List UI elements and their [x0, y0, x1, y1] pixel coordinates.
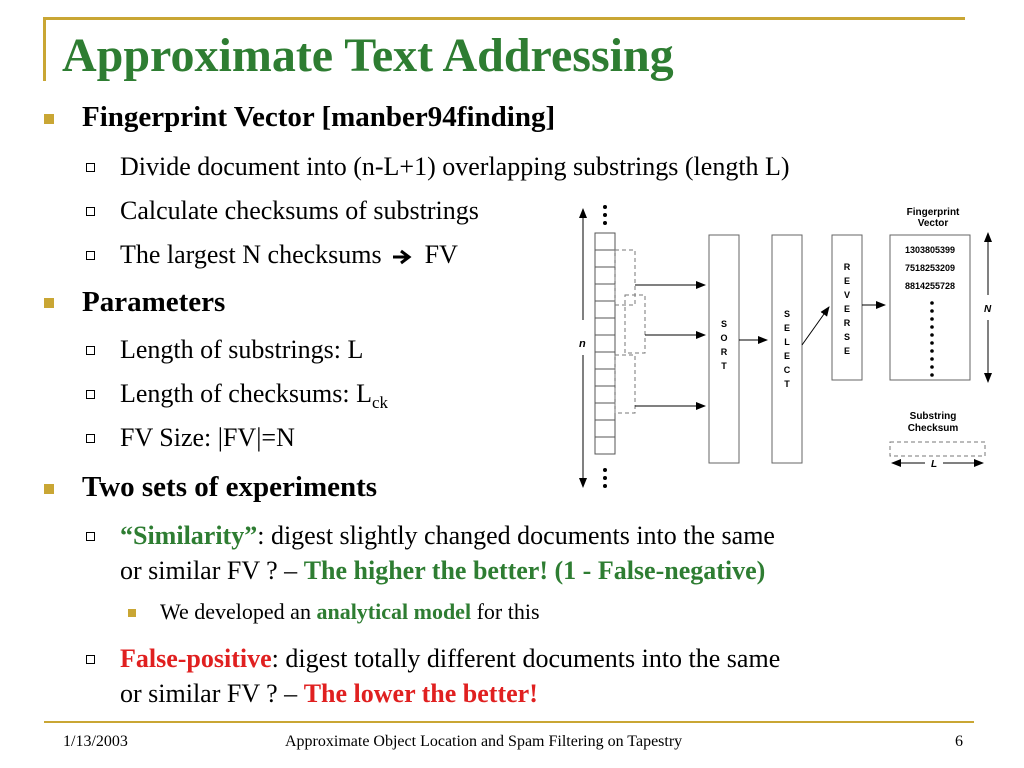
fv-title-line2: Vector [917, 218, 949, 229]
largest-checksums-text: The largest N checksums [120, 240, 382, 269]
substring-legend-box [890, 442, 985, 456]
select-to-reverse-arrow [802, 307, 829, 345]
title-accent-vertical [43, 17, 46, 81]
false-positive-emph: The lower the better! [303, 679, 538, 708]
false-positive-term: False-positive [120, 644, 272, 673]
item-divide-document: Divide document into (n-L+1) overlapping substrings (length L) [120, 152, 790, 181]
bullet-hollow [86, 532, 95, 541]
svg-text:S: S [843, 332, 851, 342]
right-arrow-icon [392, 249, 414, 265]
svg-text:E: E [843, 276, 851, 286]
svg-text:E: E [783, 323, 791, 333]
fingerprint-diagram [575, 195, 999, 495]
svg-text:1303805399: 1303805399 [904, 245, 956, 255]
substring-label-line2: Checksum [907, 423, 959, 434]
bullet-hollow [86, 207, 95, 216]
length-checksums-text: Length of checksums: L [120, 379, 372, 408]
svg-text:S: S [720, 319, 728, 329]
substring-label-line1: Substring [909, 411, 957, 422]
similarity-emph: The higher the better! (1 - False-negative) [303, 556, 766, 585]
svg-text:S: S [783, 309, 791, 319]
item-calculate-checksums: Calculate checksums of substrings [120, 196, 479, 225]
svg-text:T: T [784, 379, 790, 389]
item-similarity-line2 [120, 555, 765, 586]
n-label: n [579, 338, 586, 350]
bullet-hollow [86, 390, 95, 399]
overlap-windows [615, 250, 645, 413]
fv-values [905, 245, 955, 291]
item-length-checksums [120, 378, 388, 414]
title-accent-horizontal [43, 17, 965, 20]
item-fv-size: FV Size: |FV|=N [120, 423, 295, 452]
similarity-text2: or similar FV ? – [120, 556, 304, 585]
analytical-emph: analytical model [316, 599, 472, 624]
svg-text:R: R [843, 318, 851, 328]
svg-text:E: E [783, 351, 791, 361]
select-box [772, 235, 802, 463]
N-label: N [984, 304, 992, 315]
item-false-positive-line2 [120, 678, 538, 709]
bullet-square [44, 298, 54, 308]
svg-text:T: T [721, 361, 727, 371]
heading-fingerprint-vector: Fingerprint Vector [manber94finding] [82, 101, 556, 133]
svg-text:8814255728: 8814255728 [904, 281, 956, 291]
L-label: L [930, 459, 938, 470]
item-similarity-line1 [120, 520, 775, 551]
svg-text:V: V [843, 290, 851, 300]
svg-text:C: C [783, 365, 791, 375]
false-positive-text2: or similar FV ? – [120, 679, 304, 708]
svg-text:O: O [720, 333, 728, 343]
item-false-positive-line1 [120, 643, 780, 674]
footer-rule [44, 721, 974, 723]
item-analytical-model [160, 599, 540, 625]
fv-text: FV [424, 240, 458, 269]
svg-text:E: E [843, 346, 851, 356]
bullet-hollow [86, 251, 95, 260]
svg-text:R: R [843, 262, 851, 272]
analytical-suffix: for this [471, 599, 540, 624]
substring-cells [595, 233, 615, 454]
bullet-hollow [86, 655, 95, 664]
svg-text:R: R [720, 347, 728, 357]
footer-page-number: 6 [955, 733, 963, 750]
item-length-substrings: Length of substrings: L [120, 335, 364, 364]
analytical-prefix: We developed an [160, 599, 317, 624]
heading-two-sets: Two sets of experiments [82, 471, 378, 503]
svg-text:L: L [784, 337, 790, 347]
item-largest-checksums [120, 239, 458, 270]
fv-title-line1: Fingerprint [906, 207, 960, 218]
bullet-hollow [86, 434, 95, 443]
bullet-square-small [128, 609, 136, 617]
ellipsis-bottom [603, 468, 607, 488]
heading-parameters: Parameters [82, 286, 226, 318]
bullet-square [44, 484, 54, 494]
similarity-term: “Similarity” [120, 521, 258, 550]
ellipsis-top [603, 205, 607, 225]
false-positive-text1: : digest totally different documents into the same [271, 644, 781, 673]
slide-title: Approximate Text Addressing [62, 29, 674, 82]
reverse-label [844, 262, 851, 356]
svg-text:7518253209: 7518253209 [904, 263, 956, 273]
fv-box [890, 235, 970, 380]
bullet-hollow [86, 346, 95, 355]
similarity-text1: : digest slightly changed documents into the same [257, 521, 775, 550]
footer-title: Approximate Object Location and Spam Filtering on Tapestry [285, 733, 683, 750]
footer-date: 1/13/2003 [63, 733, 128, 750]
bullet-hollow [86, 163, 95, 172]
subscript-ck: ck [372, 393, 389, 413]
svg-text:E: E [843, 304, 851, 314]
bullet-square [44, 114, 54, 124]
